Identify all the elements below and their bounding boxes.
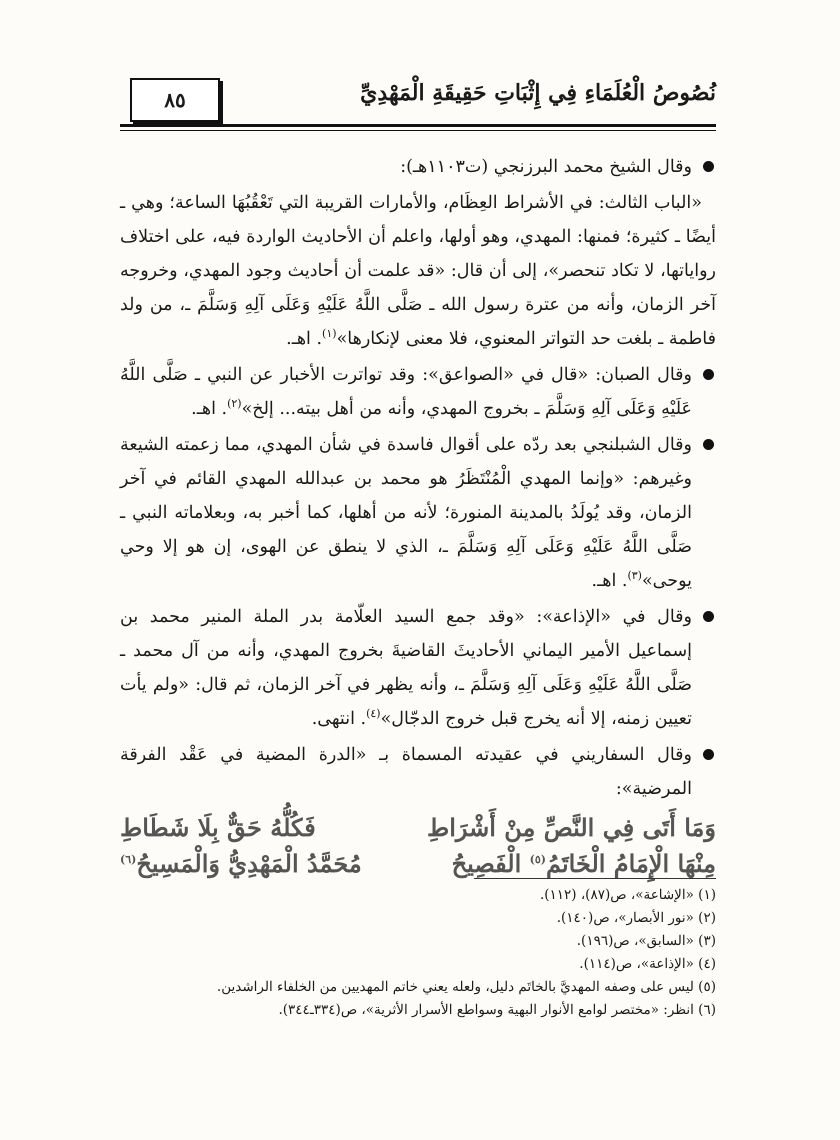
paragraph-quote-bab-thalith — [120, 186, 716, 356]
footnote-divider — [474, 878, 716, 879]
poem-hemistich-right — [452, 846, 716, 882]
running-title: نُصُوصُ الْعُلَمَاءِ فِي إِثْبَاتِ حَقِيقَةِ الْمَهْدِيِّ — [360, 80, 716, 106]
poem-line — [120, 846, 716, 882]
footnote-ref: (٣) — [627, 569, 642, 583]
bullet-icon — [703, 611, 714, 622]
footnote-item: (٥) ليس على وصفه المهديَّ بالخاتَم دليل، ولعله يعني خاتم المهديين من الخلفاء الراشدين. — [216, 979, 716, 995]
poem-text: الْفَصِيحُ — [451, 849, 530, 878]
footnote-item: (٦) انظر: «مختصر لوامع الأنوار البهية وسواطع الأسرار الأثرية»، ص(٣٣٤ـ٣٤٤). — [278, 1002, 716, 1018]
paragraph-text: وقال الصبان: «قال في «الصواعق»: وقد تواترت الأخبار عن النبي ـ صَلَّى اللَّهُ عَلَيْهِ وَعَلَى آلِهِ وَسَلَّمَ ـ بخروج المهدي، وأنه من أهل بيته... إلخ» — [120, 365, 692, 419]
footnote-item: (٢) «نور الأبصار»، ص(١٤٠). — [556, 910, 716, 926]
poem-text: مُحَمَّدُ الْمَهْدِيُّ وَالْمَسِيحُ — [136, 849, 362, 878]
paragraph-tail: . اهـ. — [286, 329, 323, 349]
paragraph-tail: . اهـ. — [591, 571, 628, 591]
paragraph-text: وقال الشيخ محمد البرزنجي (ت١١٠٣هـ): — [400, 157, 692, 177]
paragraph-tail: . اهـ. — [191, 399, 228, 419]
paragraph-saffarini — [120, 738, 716, 806]
header-rule-thin — [120, 130, 716, 131]
footnote-ref: (٦) — [120, 853, 137, 866]
poem-hemistich-right: وَمَا أَتَى فِي النَّصِّ مِنْ أَشْرَاطِ — [427, 813, 716, 842]
bullet-icon — [703, 369, 714, 380]
paragraph-text: «الباب الثالث: في الأشراط العِظَام، والأمارات القريبة التي تَعْقُبُهَا الساعة؛ وهي ـ أيضًا ـ كثيرة؛ فمنها: المهدي، وهو أولها، واعلم أن الأحاديث الواردة فيه، على اختلاف رواياتها، لا تكاد تنحصر»، إلى أن قال: «قد علمت أن أحاديث وجود المهدي، وخروجه آخر الزمان، وأنه من عترة رسول الله ـ صَلَّى اللَّهُ عَلَيْهِ وَعَلَى آلِهِ وَسَلَّمَ ـ، من ولد فاطمة ـ بلغت حد التواتر المعنوي، فلا معنى لإنكارها» — [120, 193, 716, 349]
poem-hemistich-left — [120, 846, 362, 882]
bullet-icon — [703, 439, 714, 450]
paragraph-text: وقال في «الإذاعة»: «وقد جمع السيد العلّامة بدر الملة المنير محمد بن إسماعيل الأمير اليماني الأحاديثَ القاضيةَ بخروج المهدي، وأنه من آل محمد ـ صَلَّى اللَّهُ عَلَيْهِ وَعَلَى آلِهِ وَسَلَّمَ ـ، وأنه يظهر في آخر الزمان، ثم قال: «ولم يأت تعيين زمنه، إلا أنه يخرج قبل خروج الدجّال» — [120, 607, 692, 729]
paragraph-text: وقال السفاريني في عقيدته المسماة بـ «الدرة المضية في عَقْد الفرقة المرضية»: — [120, 745, 692, 799]
footnote-item: (٣) «السابق»، ص(١٩٦). — [576, 933, 716, 949]
poem-hemistich-left: فَكُلُّهُ حَقٌّ بِلَا شَطَاطِ — [120, 813, 316, 842]
bullet-icon — [703, 161, 714, 172]
footnote-item: (٤) «الإذاعة»، ص(١١٤). — [579, 956, 716, 972]
header-rule-thick — [120, 124, 716, 127]
footnotes — [120, 884, 716, 1022]
paragraph-shablanji — [120, 428, 716, 598]
paragraph-barzanji — [120, 150, 716, 184]
footnote-ref: (٥) — [529, 853, 546, 866]
footnote-ref: (١) — [322, 327, 337, 341]
page-header — [120, 70, 716, 132]
paragraph-idhaa — [120, 600, 716, 736]
paragraph-tail: . انتهى. — [311, 709, 367, 729]
bullet-icon — [703, 749, 714, 760]
poem — [120, 810, 716, 882]
page-number: ٨٥ — [130, 78, 220, 122]
paragraph-text: وقال الشبلنجي بعد ردّه على أقوال فاسدة في شأن المهدي، مما زعمته الشيعة وغيرهم: «وإنما المهدي الْمُنْتَظَرُ هو محمد بن عبدالله المهدي القائم في آخر الزمان، وقد يُولَدُ بالمدينة المنورة؛ لأنه من أهلها، كما أخبر به، وبعلاماته النبي ـ صَلَّى اللَّهُ عَلَيْهِ وَعَلَى آلِهِ وَسَلَّمَ ـ، الذي لا ينطق عن الهوى، إن هو إلا وحي يوحى» — [120, 435, 692, 591]
footnote-ref: (٤) — [366, 707, 381, 721]
poem-line — [120, 810, 716, 846]
footnote-ref: (٢) — [227, 397, 242, 411]
paragraph-sabban — [120, 358, 716, 426]
body-text — [120, 150, 716, 882]
footnote-item: (١) «الإشاعة»، ص(٨٧)، (١١٢). — [539, 887, 716, 903]
poem-text: مِنْهَا الْإِمَامُ الْخَاتَمُ — [545, 849, 716, 878]
